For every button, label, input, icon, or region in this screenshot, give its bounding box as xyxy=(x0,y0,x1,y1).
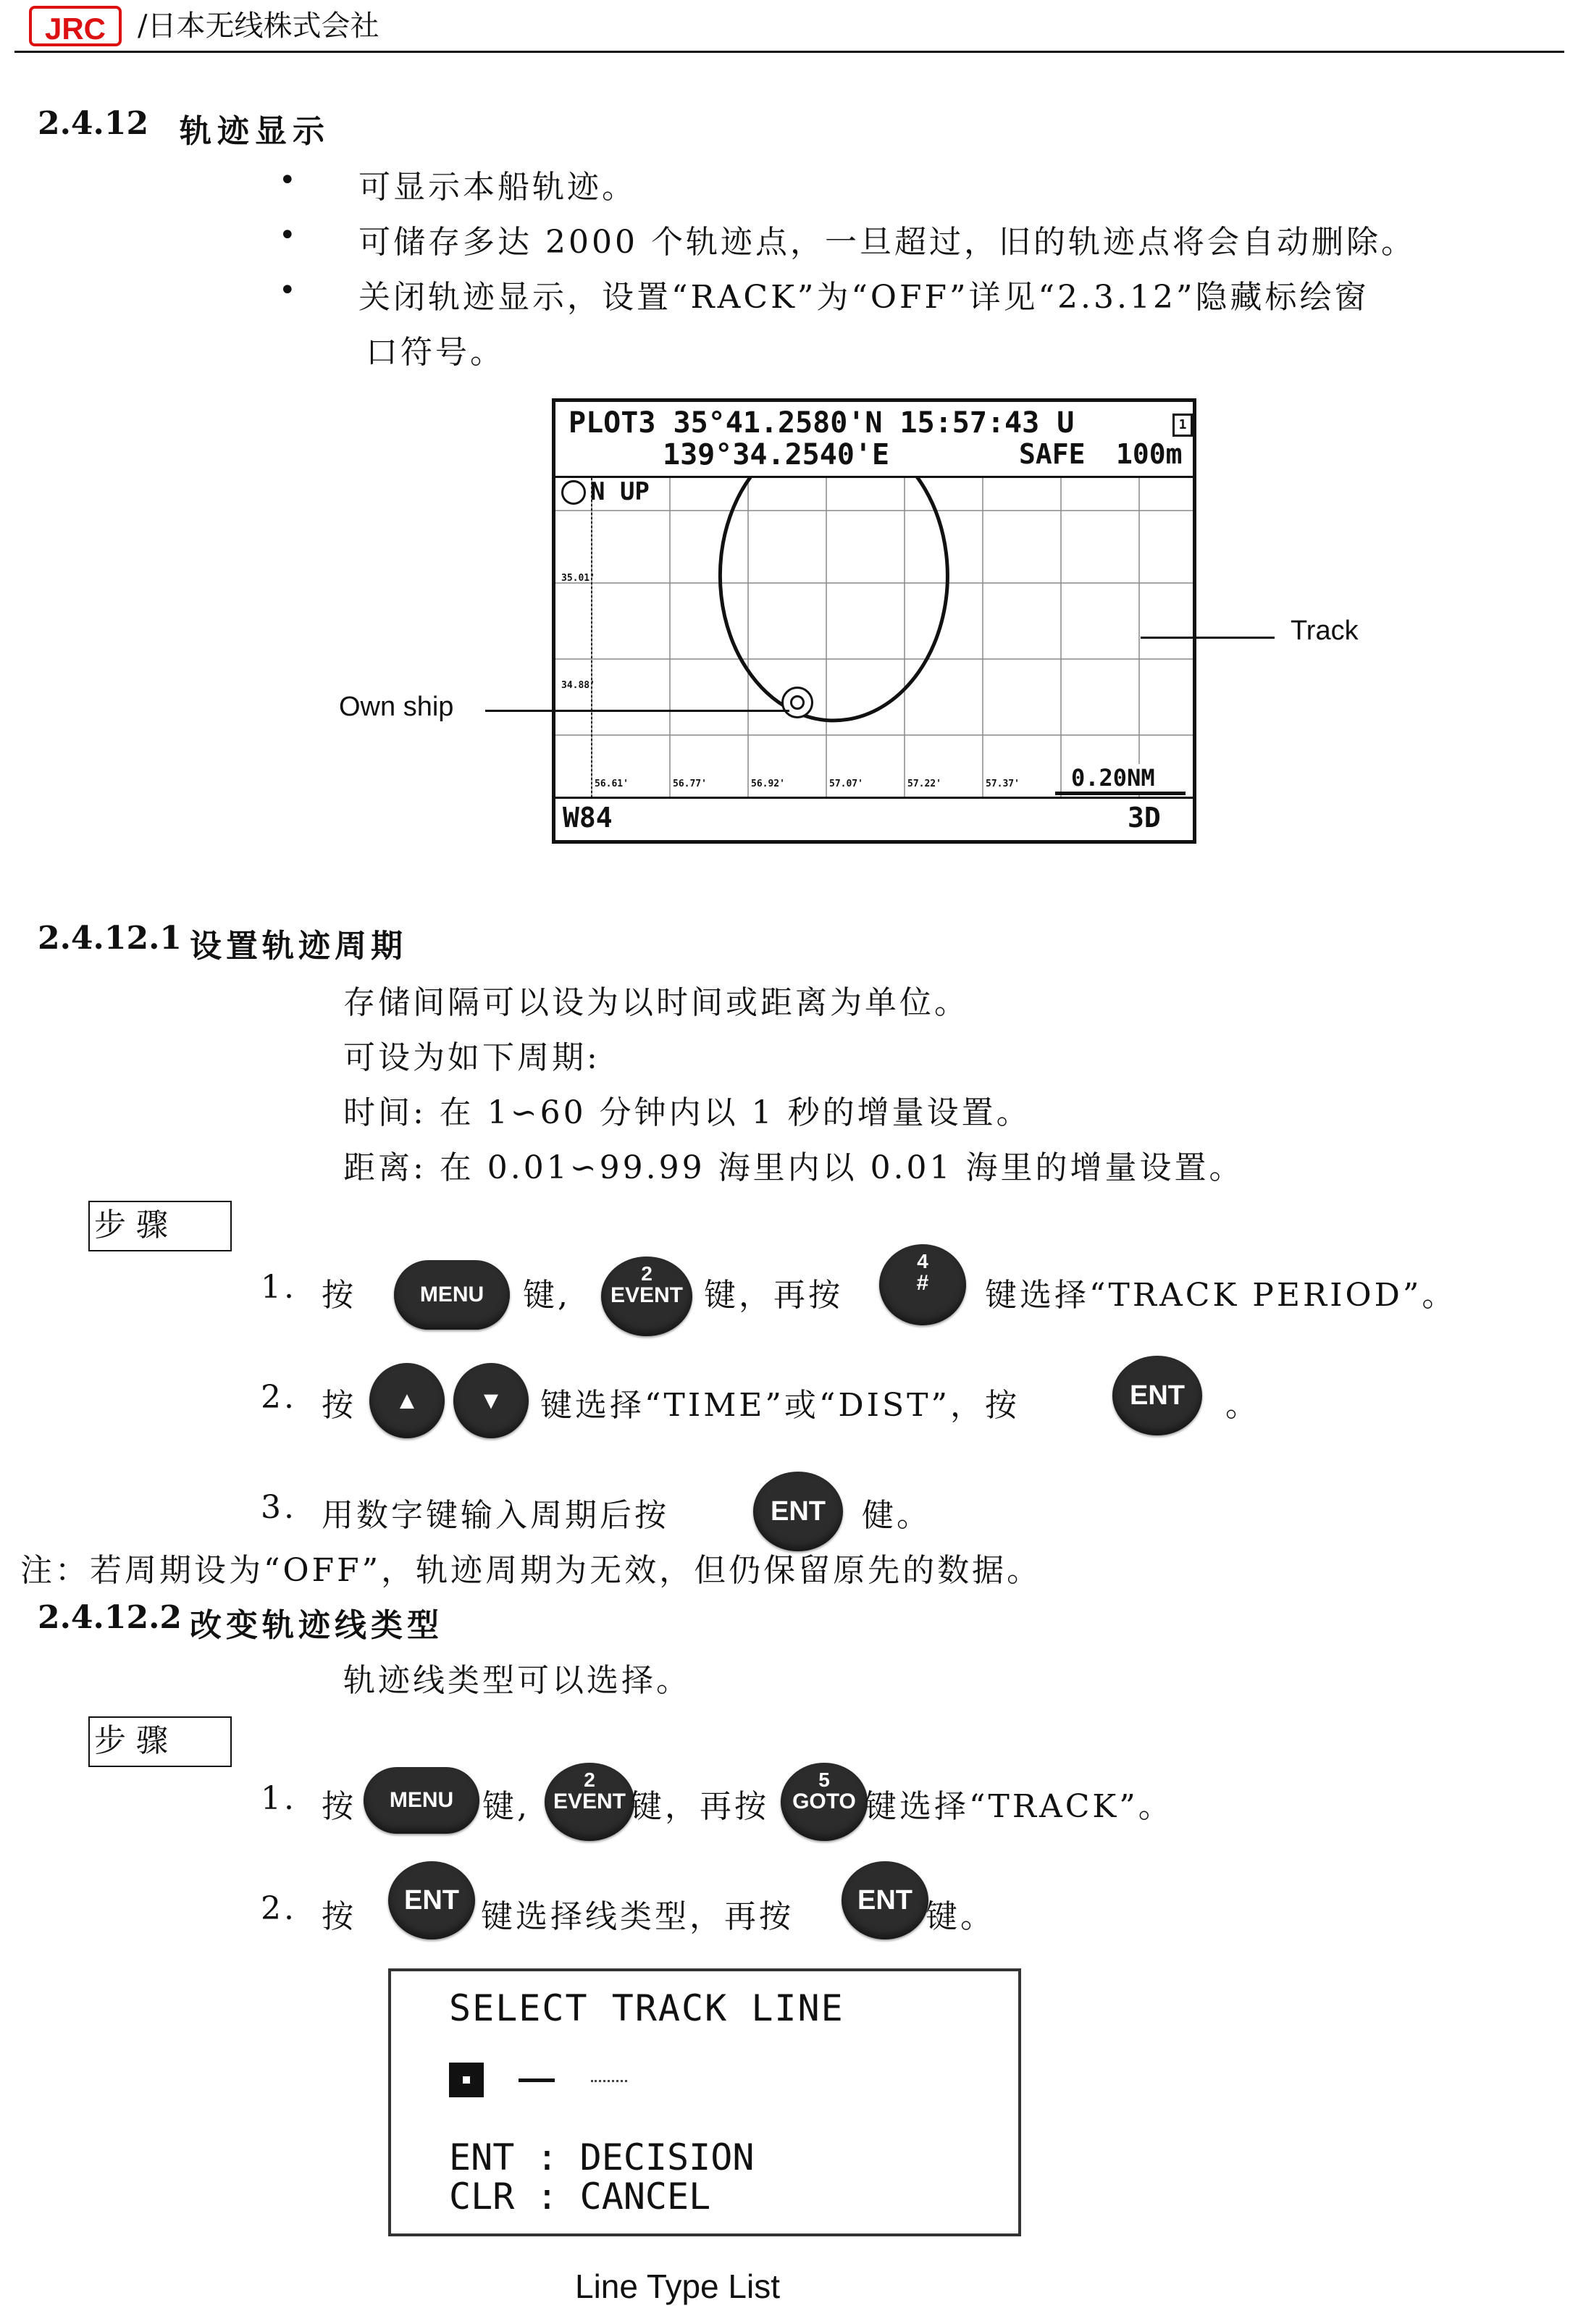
section-title: 设置轨迹周期 xyxy=(190,928,407,965)
step-text: 键，再按 xyxy=(630,1788,769,1825)
range-top: 100m xyxy=(1116,438,1183,470)
bullet-text: 可显示本船轨迹。 xyxy=(358,169,637,206)
u-box-badge: 1 xyxy=(1172,414,1193,437)
bullet: • xyxy=(279,274,296,307)
step-text: 按 xyxy=(322,1277,356,1314)
step-number: 2. xyxy=(261,1890,297,1927)
ent-decision-text: ENT : DECISION xyxy=(449,2136,755,2178)
scale-bar xyxy=(1055,792,1186,795)
figure-caption: Line Type List xyxy=(575,2268,781,2305)
bullet-text-continued: 口符号。 xyxy=(366,334,505,371)
step-text: 按 xyxy=(322,1387,356,1424)
ent-key-icon: ENT xyxy=(1112,1356,1202,1435)
steps-label: 步 骤 xyxy=(88,1201,232,1251)
bullet-text: 关闭轨迹显示，设置“RACK”为“OFF”详见“2.3.12”隐藏标绘窗 xyxy=(358,279,1369,316)
down-arrow-key-icon: ▼ xyxy=(453,1363,529,1438)
body-text: 存储间隔可以设为以时间或距离为单位。 xyxy=(343,984,969,1021)
step-number: 3. xyxy=(261,1489,297,1526)
fix-mode: 3D xyxy=(1128,802,1161,834)
line-type-screen xyxy=(388,1968,1021,2236)
body-text: 轨迹线类型可以选择。 xyxy=(343,1662,691,1699)
bullet: • xyxy=(279,164,296,197)
section-number: 2.4.12.1 xyxy=(38,920,182,957)
ent-key-icon: ENT xyxy=(388,1861,475,1939)
step-text: 键选择“TRACK PERIOD”。 xyxy=(985,1277,1457,1314)
solid-line-option[interactable] xyxy=(449,2063,484,2097)
lat-label: 34.88' xyxy=(561,680,595,691)
step-text: 键。 xyxy=(926,1898,995,1935)
range-scale: 0.20NM xyxy=(1071,764,1155,792)
step-text: 按 xyxy=(322,1788,356,1825)
lon-label: 56.61' xyxy=(595,779,629,789)
plotter-screen xyxy=(552,398,1196,844)
step-text: 键选择“TRACK”。 xyxy=(865,1788,1173,1825)
step-number: 1. xyxy=(261,1269,297,1306)
plot-header-line1: PLOT3 35°41.2580'N 15:57:43 U xyxy=(568,406,1075,440)
section-title: 轨迹显示 xyxy=(180,113,330,150)
body-text: 可设为如下周期: xyxy=(343,1039,600,1076)
lon-label: 57.37' xyxy=(986,779,1020,789)
own-ship-icon xyxy=(781,687,813,718)
own-ship-callout: Own ship xyxy=(339,692,454,722)
steps-label: 步 骤 xyxy=(88,1716,232,1767)
body-text: 时间: 在 1∽60 分钟内以 1 秒的增量设置。 xyxy=(343,1094,1031,1131)
lat-label: 35.01' xyxy=(561,573,595,584)
step-text: 健。 xyxy=(862,1497,931,1534)
clr-cancel-text: CLR : CANCEL xyxy=(449,2176,711,2218)
bullet: • xyxy=(279,219,296,252)
track-line xyxy=(720,478,947,721)
event-key-icon: 2 EVENT xyxy=(601,1257,692,1336)
section-number: 2.4.12.2 xyxy=(38,1599,182,1636)
own-ship-leader-line xyxy=(485,710,789,712)
step-text: 。 xyxy=(1225,1387,1260,1424)
menu-key-icon: MENU xyxy=(364,1767,479,1834)
lon-label: 56.92' xyxy=(751,779,785,789)
dot-line-option[interactable] xyxy=(591,2080,627,2082)
line-type-title: SELECT TRACK LINE xyxy=(449,1987,844,2029)
body-text: 距离: 在 0.01∽99.99 海里内以 0.01 海里的增量设置。 xyxy=(343,1149,1244,1186)
lon-label: 57.07' xyxy=(829,779,863,789)
section-title: 改变轨迹线类型 xyxy=(190,1607,443,1644)
section-number: 2.4.12 xyxy=(38,105,149,142)
up-arrow-key-icon: ▲ xyxy=(369,1363,445,1438)
step-text: 键选择线类型，再按 xyxy=(481,1898,794,1935)
step-number: 1. xyxy=(261,1780,297,1817)
track-leader-line xyxy=(1141,637,1275,639)
step-text: 用数字键输入周期后按 xyxy=(322,1497,669,1534)
step-text: 键, xyxy=(523,1277,571,1314)
ent-key-icon: ENT xyxy=(753,1472,843,1551)
plot-header-line2: 139°34.2540'E xyxy=(663,438,890,471)
hash-key-icon: 4 # xyxy=(879,1244,966,1325)
dash-line-option[interactable] xyxy=(519,2078,555,2082)
track-callout: Track xyxy=(1291,616,1359,646)
ent-key-icon: ENT xyxy=(842,1861,928,1939)
menu-key-icon: MENU xyxy=(394,1260,510,1330)
step-number: 2. xyxy=(261,1379,297,1416)
compass-icon xyxy=(561,480,586,505)
note-text: 注：若周期设为“OFF”，轨迹周期为无效，但仍保留原先的数据。 xyxy=(20,1552,1042,1589)
step-text: 键, xyxy=(482,1788,530,1825)
footer-divider xyxy=(555,797,1193,799)
lon-label: 57.22' xyxy=(907,779,941,789)
step-text: 按 xyxy=(322,1898,356,1935)
event-key-icon: 2 EVENT xyxy=(545,1763,634,1841)
datum-label: W84 xyxy=(563,802,613,834)
lon-label: 56.77' xyxy=(673,779,707,789)
safe-status: SAFE xyxy=(1019,438,1086,470)
jrc-logo: JRC xyxy=(29,6,122,46)
bullet-text: 可储存多达 2000 个轨迹点，一旦超过，旧的轨迹点将会自动删除。 xyxy=(358,224,1416,261)
step-text: 键选择“TIME”或“DIST”，按 xyxy=(540,1387,1020,1424)
plot-chart-area xyxy=(555,478,1193,797)
header-rule xyxy=(14,51,1564,53)
goto-key-icon: 5 GOTO xyxy=(781,1763,868,1841)
step-text: 键，再按 xyxy=(704,1277,843,1314)
orientation-label: N UP xyxy=(590,477,650,506)
company-name: /日本无线株式会社 xyxy=(138,9,379,43)
